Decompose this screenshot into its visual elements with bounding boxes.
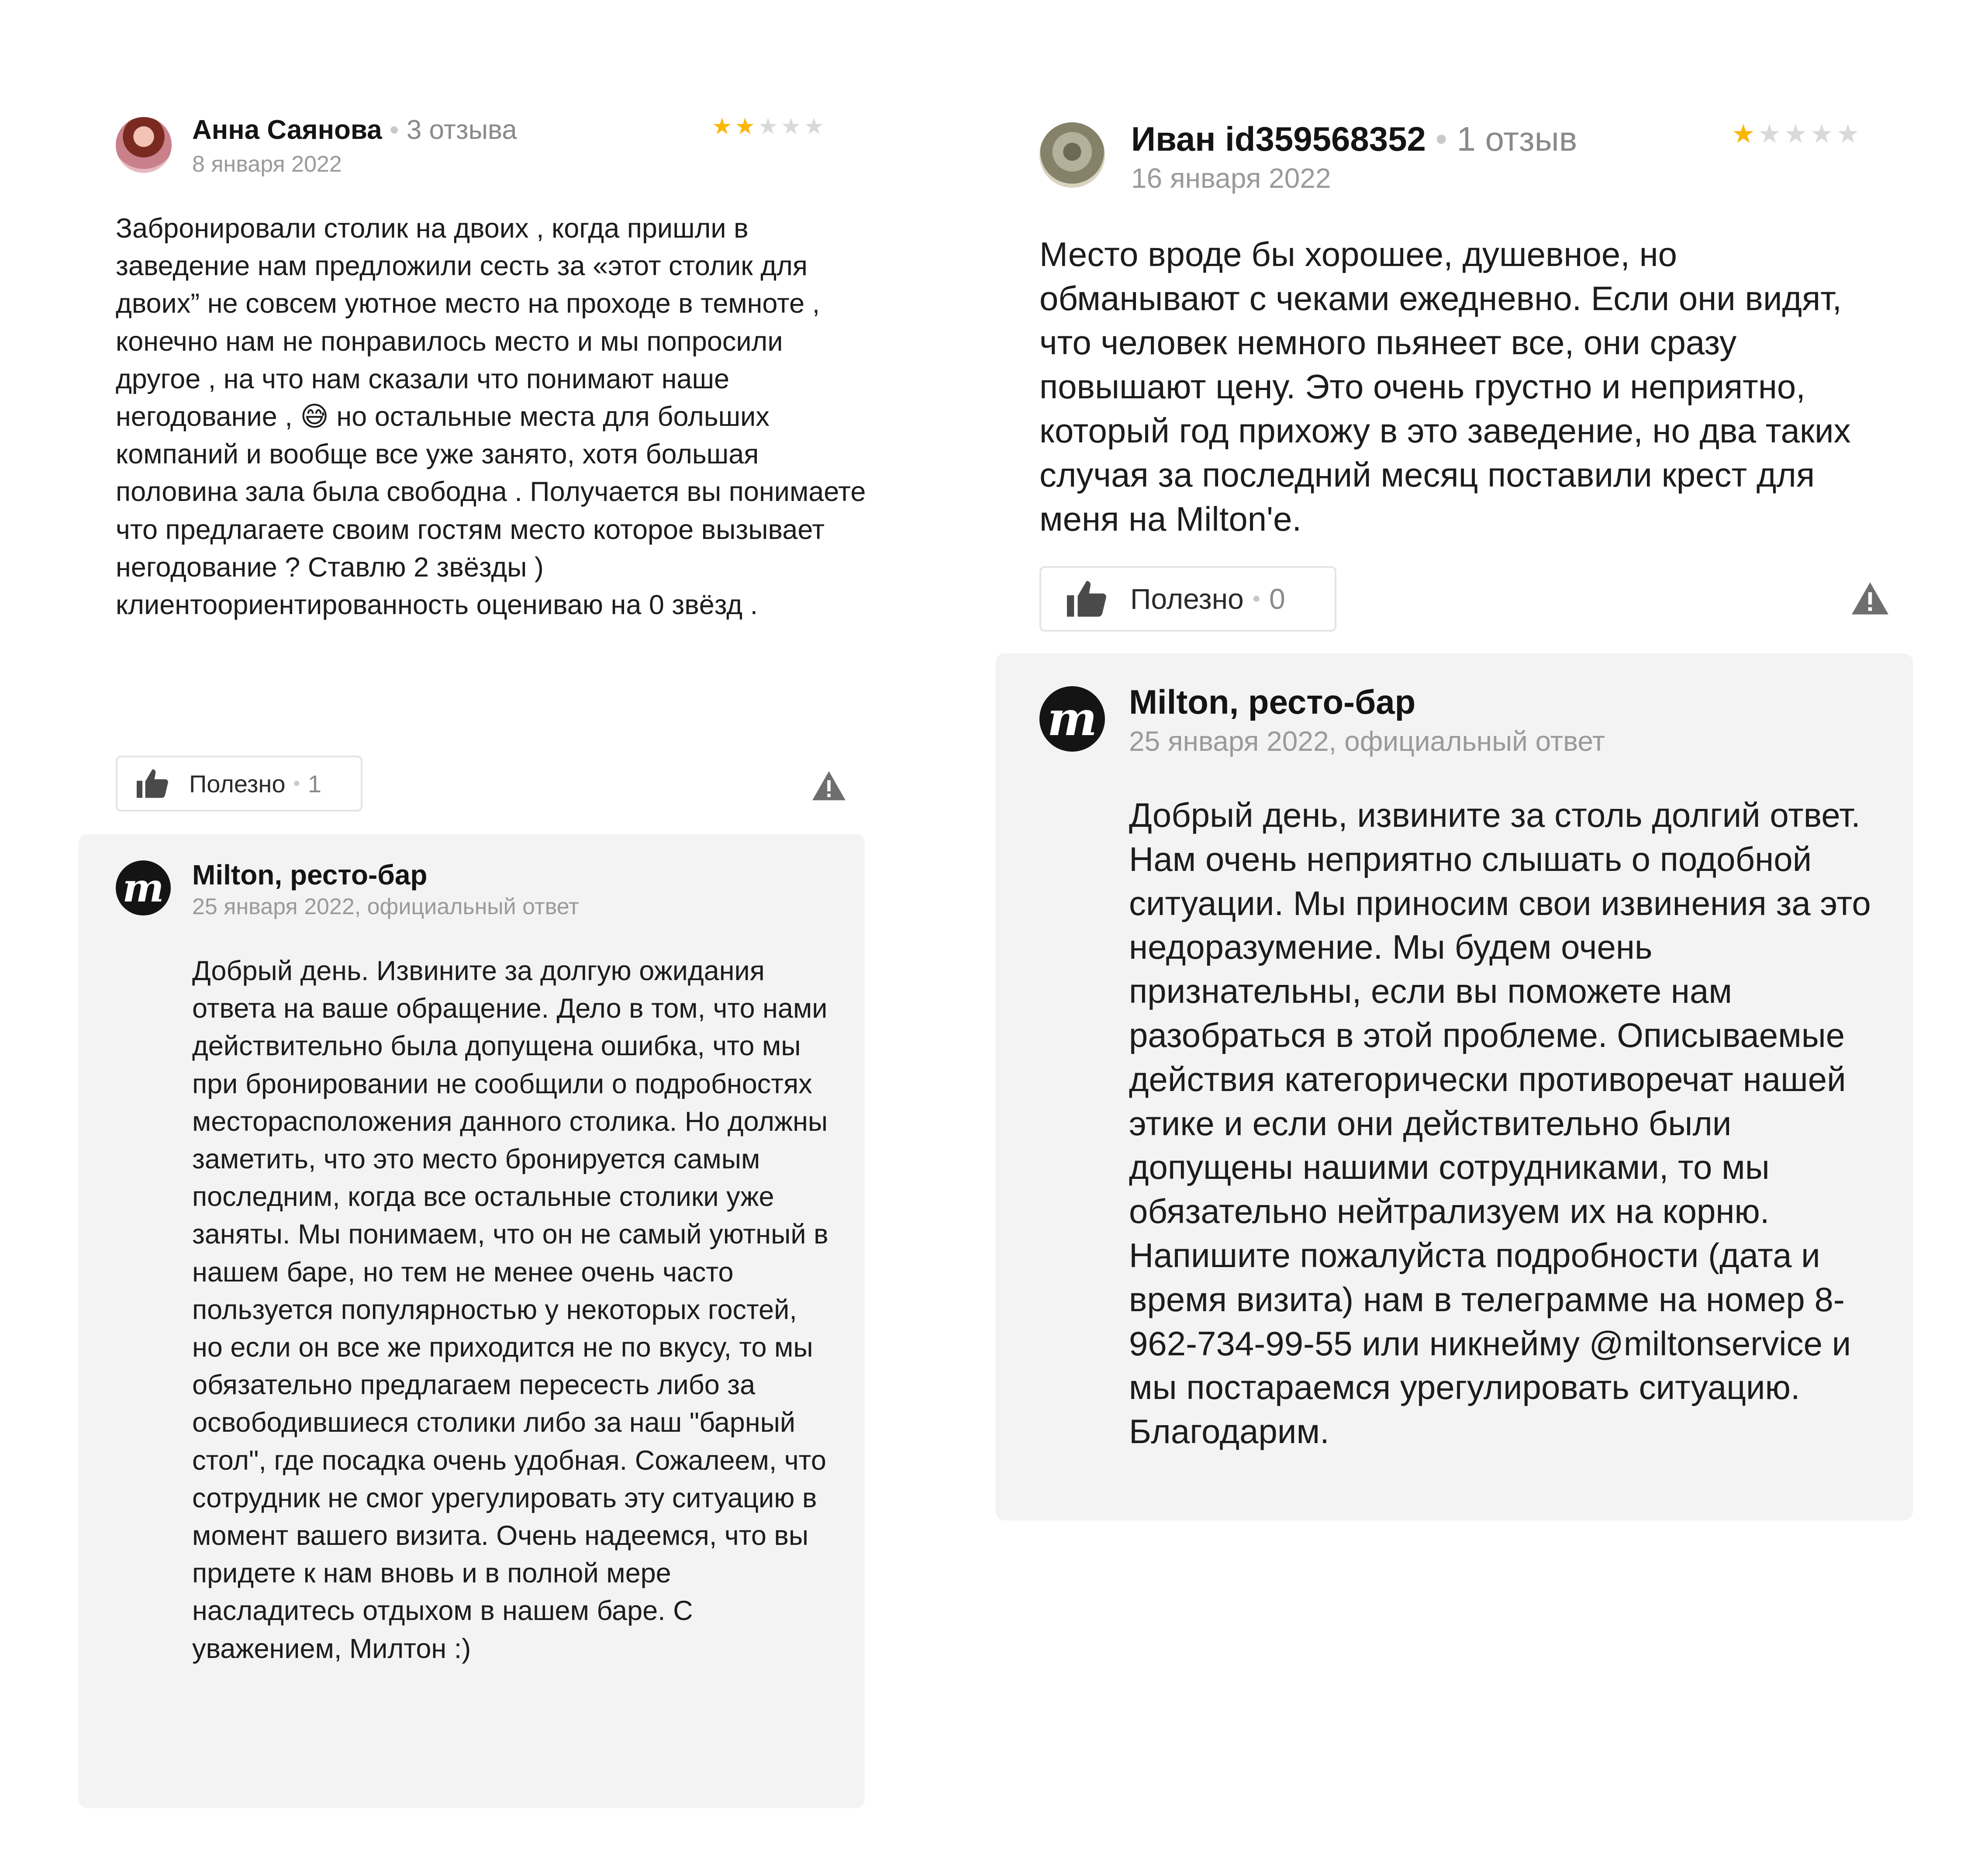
review-count[interactable]: 1 отзыв	[1456, 120, 1577, 158]
star-icon: ★	[1836, 119, 1862, 149]
star-icon: ★	[804, 114, 827, 139]
logo-letter: m	[122, 865, 164, 911]
meta-dot: •	[1252, 586, 1261, 611]
star-icon: ★	[780, 114, 804, 139]
helpful-count: 0	[1269, 583, 1285, 615]
star-icon: ★	[1810, 119, 1836, 149]
rating-stars	[1732, 119, 1862, 149]
business-logo[interactable]	[116, 860, 171, 915]
review-text: Место вроде бы хорошее, душевное, но обманывают с чеками ежедневно. Если они видят, что человек немного пьянеет все, они сразу повышают цену. Это очень грустно и неприятно, который год прихожу в это заведение, но два таких случая за последний месяц поставили крест для меня на Milton'е.	[1039, 235, 1851, 538]
star-icon: ★	[1784, 119, 1810, 149]
review-date: 8 января 2022	[192, 152, 342, 177]
star-icon: ★	[1732, 119, 1758, 149]
reply-author[interactable]: Milton, ресто-бар	[1129, 683, 1416, 721]
rating-stars	[712, 114, 827, 140]
review-date: 16 января 2022	[1131, 162, 1331, 194]
avatar[interactable]	[1039, 122, 1105, 188]
logo-letter: m	[1047, 691, 1098, 746]
warning-icon[interactable]	[1852, 582, 1888, 615]
review-text: Забронировали столик на двоих , когда пришли в заведение нам предложили сесть за «этот столик для двоих” не совсем уютное место на проходе в темноте , конечно нам не понравилось место и мы попросили другое , на что нам сказали что понимают наше негодование , 😅 но остальные места для больших компаний и вообще все уже занято, хотя большая половина зала была свободна . Получается вы понимаете что предлагаете своим гостям место которое вызывает негодование ? Ставлю 2 звёзды ) клиентоориентированность оцениваю на 0 звёзд .	[116, 213, 866, 621]
meta-dot: •	[1435, 120, 1457, 158]
reply-author[interactable]: Milton, ресто-бар	[192, 859, 428, 891]
official-reply	[79, 834, 865, 1808]
author-name[interactable]: Иван id359568352	[1131, 120, 1426, 158]
official-reply	[996, 653, 1913, 1520]
meta-dot: •	[293, 773, 300, 794]
star-icon: ★	[758, 114, 781, 139]
meta-dot: •	[389, 115, 407, 145]
thumbs-up-icon	[1065, 579, 1108, 618]
warning-icon[interactable]	[812, 771, 846, 801]
star-icon: ★	[712, 114, 735, 139]
reply-date: 25 января 2022, официальный ответ	[192, 894, 579, 919]
author-line	[1131, 119, 1577, 159]
star-icon: ★	[735, 114, 758, 139]
author-line	[192, 114, 517, 147]
reply-date: 25 января 2022, официальный ответ	[1129, 725, 1605, 757]
star-icon: ★	[1757, 119, 1784, 149]
helpful-button[interactable]	[1039, 566, 1336, 632]
business-logo[interactable]	[1039, 686, 1105, 752]
helpful-label: Полезно	[189, 770, 286, 798]
reply-text: Добрый день, извините за столь долгий ответ. Нам очень неприятно слышать о подобной ситуации. Мы приносим свои извинения за это недоразумение. Мы будем очень признательны, если вы поможете нам разобраться в этой проблеме. Описываемые действия категорически противоречат нашей этике и если они действительно были допущены нашими сотрудниками, то мы обязательно нейтрализуем их на корню. Напишите пожалуйста подробности (дата и время визита) нам в телеграмме на номер 8-962-734-99-55 или никнейму @miltonservice и мы постараемся урегулировать ситуацию. Благодарим.	[1129, 796, 1871, 1451]
helpful-button[interactable]	[116, 756, 362, 812]
review-count[interactable]: 3 отзыва	[406, 115, 517, 145]
helpful-label: Полезно	[1130, 583, 1244, 615]
author-name[interactable]: Анна Саянова	[192, 115, 382, 145]
avatar[interactable]	[116, 117, 172, 173]
helpful-count: 1	[307, 770, 322, 798]
thumbs-up-icon	[135, 768, 170, 799]
reply-text: Добрый день. Извините за долгую ожидания ответа на ваше обращение. Дело в том, что нами действительно была допущена ошибка, что мы при бронировании не сообщили о подробностях месторасположения данного столика. Но должны заметить, что это место бронируется самым последним, когда все остальные столики уже заняты. Мы понимаем, что он не самый уютный в нашем баре, но тем не менее очень часто пользуется популярностью у некоторых гостей, но если он все же приходится не по вкусу, то мы обязательно предлагаем пересесть либо за освободившиеся столики либо за наш "барный стол", где посадка очень удобная. Сожалеем, что сотрудник не смог урегулировать эту ситуацию в момент вашего визита. Очень надеемся, что вы придете к нам вновь и в полной мере насладитесь отдыхом в нашем баре. С уважением, Милтон :)	[192, 956, 828, 1664]
